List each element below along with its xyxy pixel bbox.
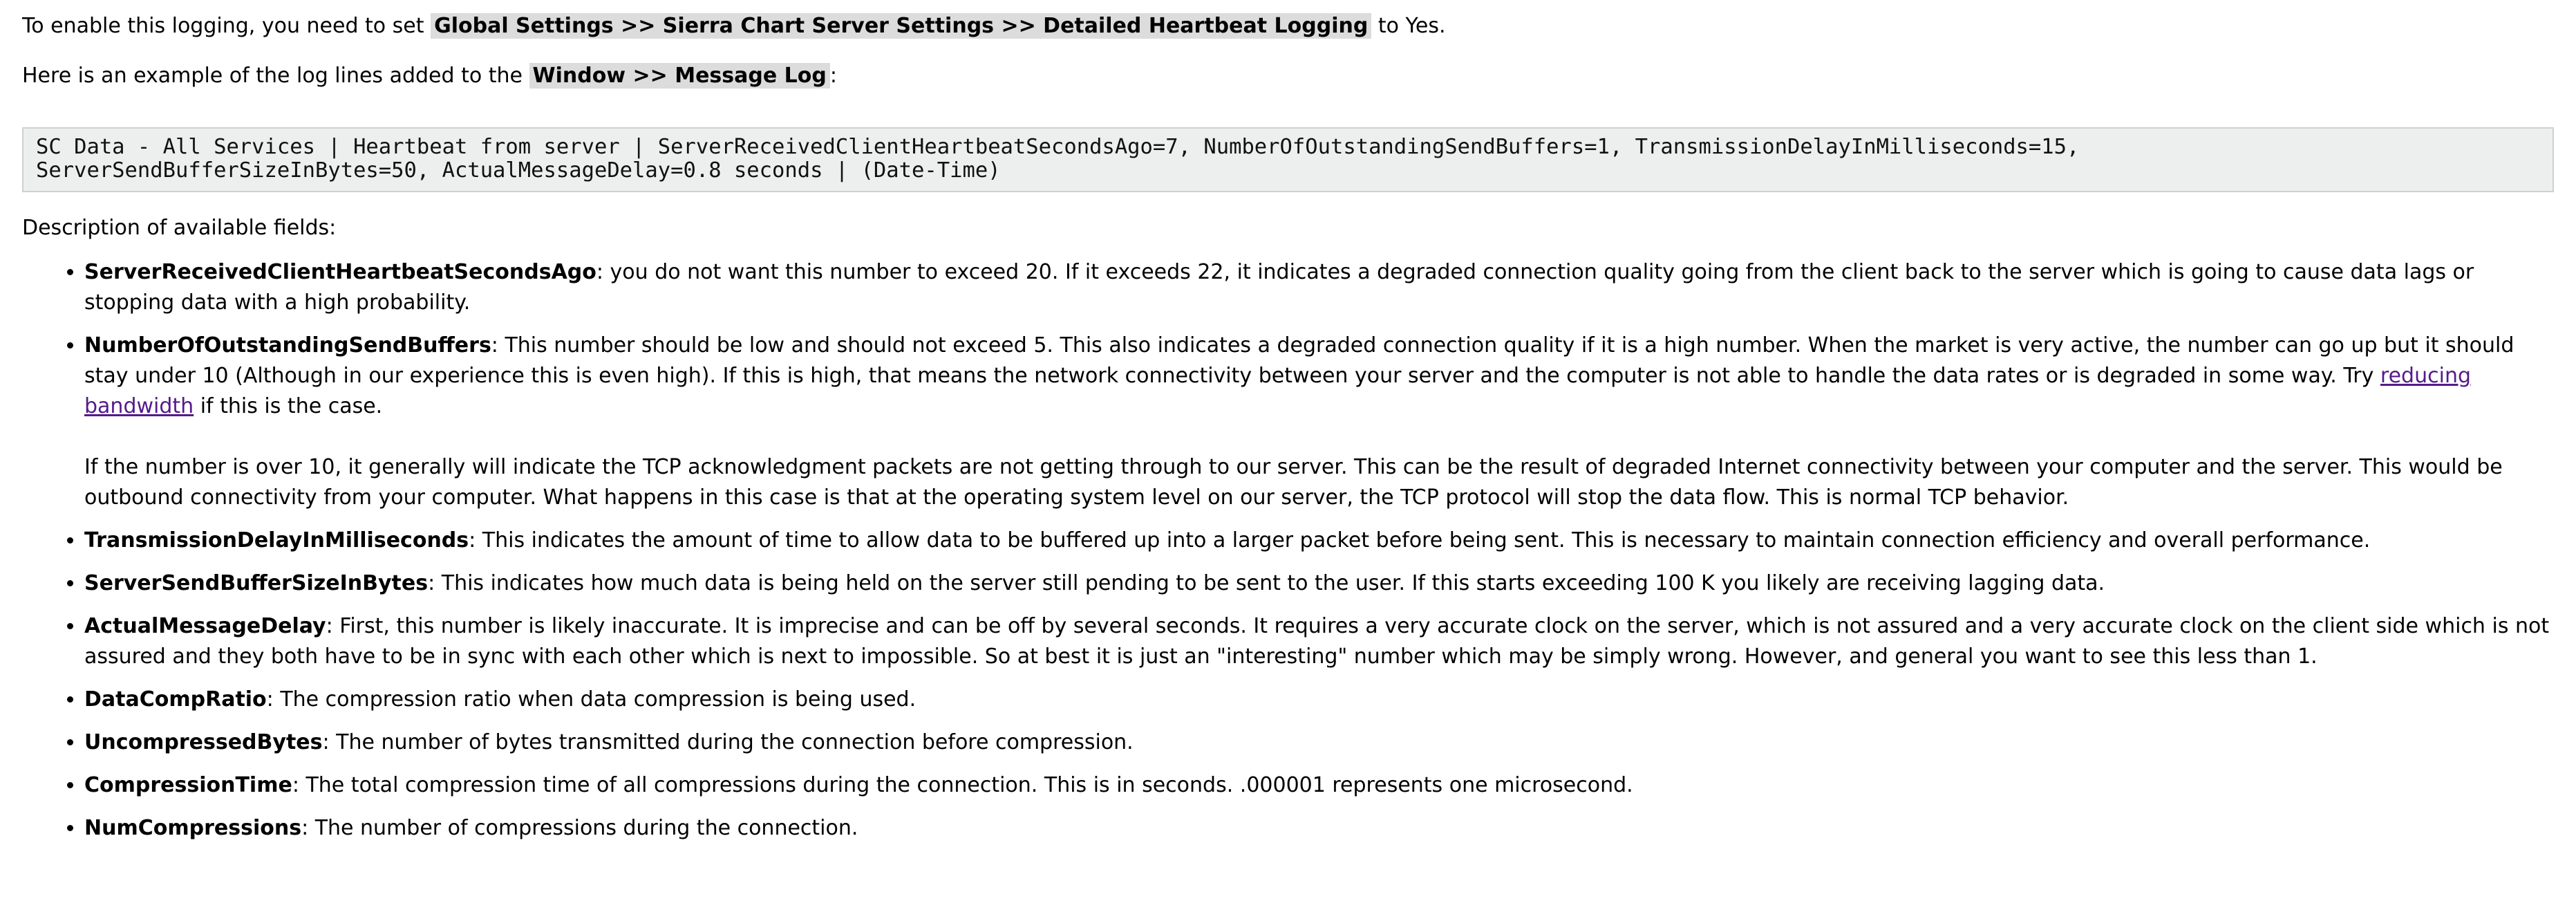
field-name: ServerReceivedClientHeartbeatSecondsAgo [84, 260, 596, 284]
field-name: UncompressedBytes [84, 730, 323, 754]
field-description: : This number should be low and should not exceed 5. This also indicates a degraded connection quality if it is a high number. When the market is very active, the number can go up but it should stay under 10 (Although in our experience this is even high). If this is high, that means the network connectivity between your server and the computer is not able to handle the data rates or is degraded in some way. Try [84, 333, 2514, 388]
example-suffix: : [829, 64, 837, 88]
example-paragraph [22, 61, 2554, 91]
reducing-bandwidth-link[interactable]: reducing bandwidth [84, 364, 2471, 418]
field-name: NumberOfOutstandingSendBuffers [84, 333, 491, 357]
list-item [84, 257, 2554, 318]
field-name: ServerSendBufferSizeInBytes [84, 571, 429, 595]
field-description: : you do not want this number to exceed 20. If it exceeds 22, it indicates a degraded connection quality going from the client back to the server which is going to cause data lags or stopping data with a high probability. [84, 260, 2474, 315]
field-description: : First, this number is likely inaccurate. It is imprecise and can be off by several seconds. It requires a very accurate clock on the server, which is not assured and a very accurate clock on the client side which is not assured and they both have to be in sync with each other which is next to impossible. So at best it is just an "interesting" number which may be simply wrong. However, and general you want to see this less than 1. [84, 614, 2550, 669]
list-item [84, 727, 2554, 758]
list-item [84, 685, 2554, 715]
field-description-tail: if this is the case. [194, 394, 383, 418]
field-description: : The total compression time of all compressions during the connection. This is in seconds. .000001 represents one microsecond. [292, 773, 1633, 797]
field-description: : This indicates how much data is being held on the server still pending to be sent to the user. If this starts exceeding 100 K you likely are receiving lagging data. [428, 571, 2105, 595]
log-example-code-block: SC Data - All Services | Heartbeat from server | ServerReceivedClientHeartbeatSecondsAgo=7, NumberOfOutstandingSendBuffers=1, TransmissionDelayInMilliseconds=15, ServerSendBufferSizeInBytes=50, ActualMessageDelay=0.8 seconds | (Date-Time) [22, 127, 2554, 192]
intro-suffix: to Yes. [1371, 14, 1446, 38]
setting-path: Global Settings >> Sierra Chart Server Settings >> Detailed Heartbeat Logging [431, 13, 1371, 39]
field-description: : This indicates the amount of time to allow data to be buffered up into a larger packet before being sent. This is necessary to maintain connection efficiency and overall performance. [469, 528, 2371, 552]
field-extra-paragraph: If the number is over 10, it generally will indicate the TCP acknowledgment packets are not getting through to our server. This can be the result of degraded Internet connectivity between your computer and the server. This would be outbound connectivity from your computer. What happens in this case is that at the operating system level on our server, the TCP protocol will stop the data flow. This is normal TCP behavior. [84, 455, 2503, 510]
field-description: : The compression ratio when data compression is being used. [266, 687, 916, 712]
field-description: : The number of compressions during the connection. [301, 816, 858, 840]
intro-paragraph [22, 11, 2554, 41]
intro-prefix: To enable this logging, you need to set [22, 14, 431, 38]
menu-path: Window >> Message Log [529, 63, 830, 89]
field-name: CompressionTime [84, 773, 292, 797]
list-item [84, 568, 2554, 599]
list-item [84, 526, 2554, 556]
description-heading: Description of available fields: [22, 216, 337, 240]
field-name: NumCompressions [84, 816, 302, 840]
field-description: : The number of bytes transmitted during the connection before compression. [322, 730, 1134, 754]
field-list [22, 257, 2554, 844]
list-item [84, 331, 2554, 513]
list-item [84, 611, 2554, 672]
list-item [84, 813, 2554, 844]
example-prefix: Here is an example of the log lines added to the [22, 64, 529, 88]
field-name: ActualMessageDelay [84, 614, 326, 638]
list-item [84, 770, 2554, 801]
field-name: DataCompRatio [84, 687, 267, 712]
field-name: TransmissionDelayInMilliseconds [84, 528, 469, 552]
